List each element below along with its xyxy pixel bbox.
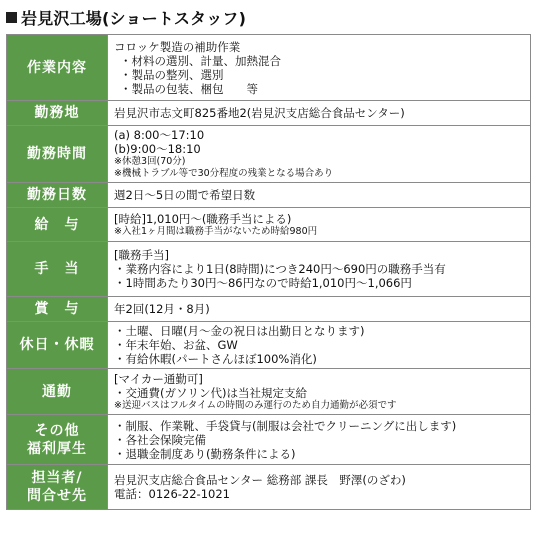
content-line: 岩見沢市志文町825番地2(岩見沢支店総合食品センター)	[114, 106, 405, 120]
content-line: コロッケ製造の補助作業	[114, 39, 241, 54]
row-label: 勤務地	[7, 101, 108, 126]
row-content	[108, 322, 531, 369]
content-line: (a) 8:00～17:10	[114, 128, 205, 142]
info-row	[7, 208, 531, 242]
info-row	[7, 126, 531, 183]
page-title: 岩見沢工場(ショートスタッフ)	[21, 8, 247, 28]
content-line: ・有給休暇(パートさんほぼ100%消化)	[114, 352, 317, 366]
row-content	[108, 242, 531, 297]
content-line: [職務手当]	[114, 248, 169, 262]
content-line: ・製品の整列、選別	[120, 67, 224, 82]
row-content	[108, 369, 531, 415]
row-label: 給 与	[7, 208, 108, 242]
row-label: 勤務日数	[7, 183, 108, 208]
info-row	[7, 415, 531, 465]
row-content	[108, 101, 531, 126]
info-row	[7, 101, 531, 126]
content-line: ・制服、作業靴、手袋貸与(制服は会社でクリーニングに出します)	[114, 418, 457, 433]
content-line: [時給]1,010円～(職務手当による)	[114, 211, 292, 226]
row-content	[108, 183, 531, 208]
row-content	[108, 415, 531, 465]
note-line: ※送迎バスはフルタイムの時間のみ運行のため自力通勤が必須です	[114, 399, 397, 411]
content-line: ・交通費(ガソリン代)は当社規定支給	[114, 385, 307, 400]
row-label: 勤務時間	[7, 126, 108, 183]
row-label: その他 福利厚生	[7, 415, 108, 465]
content-line: 岩見沢支店総合食品センター 総務部 課長 野澤(のざわ)	[114, 473, 406, 487]
content-line: ・製品の包装、梱包 等	[120, 81, 258, 96]
content-line: ・土曜、日曜(月～金の祝日は出勤日となります)	[114, 324, 365, 338]
content-line: ・年末年始、お盆、GW	[114, 338, 238, 352]
row-content	[108, 297, 531, 322]
content-line: (b)9:00～18:10	[114, 142, 201, 156]
content-line: ・退職金制度あり(勤務条件による)	[114, 446, 296, 461]
content-line: ・各社会保険完備	[114, 432, 206, 447]
info-row	[7, 297, 531, 322]
row-label: 担当者/ 問合せ先	[7, 465, 108, 510]
info-row	[7, 242, 531, 297]
note-line: ※休憩3回(70分)	[114, 156, 186, 167]
content-line: 電話：0126-22-1021	[114, 487, 230, 501]
row-content	[108, 35, 531, 101]
square-bullet-icon	[6, 12, 17, 23]
row-label: 作業内容	[7, 35, 108, 101]
info-row	[7, 465, 531, 510]
row-content	[108, 126, 531, 183]
info-row	[7, 35, 531, 101]
info-row	[7, 183, 531, 208]
row-label: 通勤	[7, 369, 108, 415]
row-label: 休日・休暇	[7, 322, 108, 369]
note-line: ※入社1ヶ月間は職務手当がないため時給980円	[114, 225, 318, 237]
content-line: [マイカー通勤可]	[114, 371, 203, 386]
content-line: ・業務内容により1日(8時間)につき240円～690円の職務手当有	[114, 262, 446, 276]
page-title-block	[6, 4, 246, 30]
content-line: ・1時間あたり30円～86円なので時給1,010円～1,066円	[114, 276, 412, 290]
row-content	[108, 465, 531, 510]
content-line: 週2日～5日の間で希望日数	[114, 188, 256, 202]
row-label: 手 当	[7, 242, 108, 297]
note-line: ※機械トラブル等で30分程度の残業となる場合あり	[114, 168, 334, 179]
info-row	[7, 322, 531, 369]
content-line: ・材料の選別、計量、加熱混合	[120, 53, 281, 68]
row-content	[108, 208, 531, 242]
job-info-table	[6, 34, 531, 510]
row-label: 賞 与	[7, 297, 108, 322]
info-row	[7, 369, 531, 415]
content-line: 年2回(12月・8月)	[114, 302, 210, 316]
